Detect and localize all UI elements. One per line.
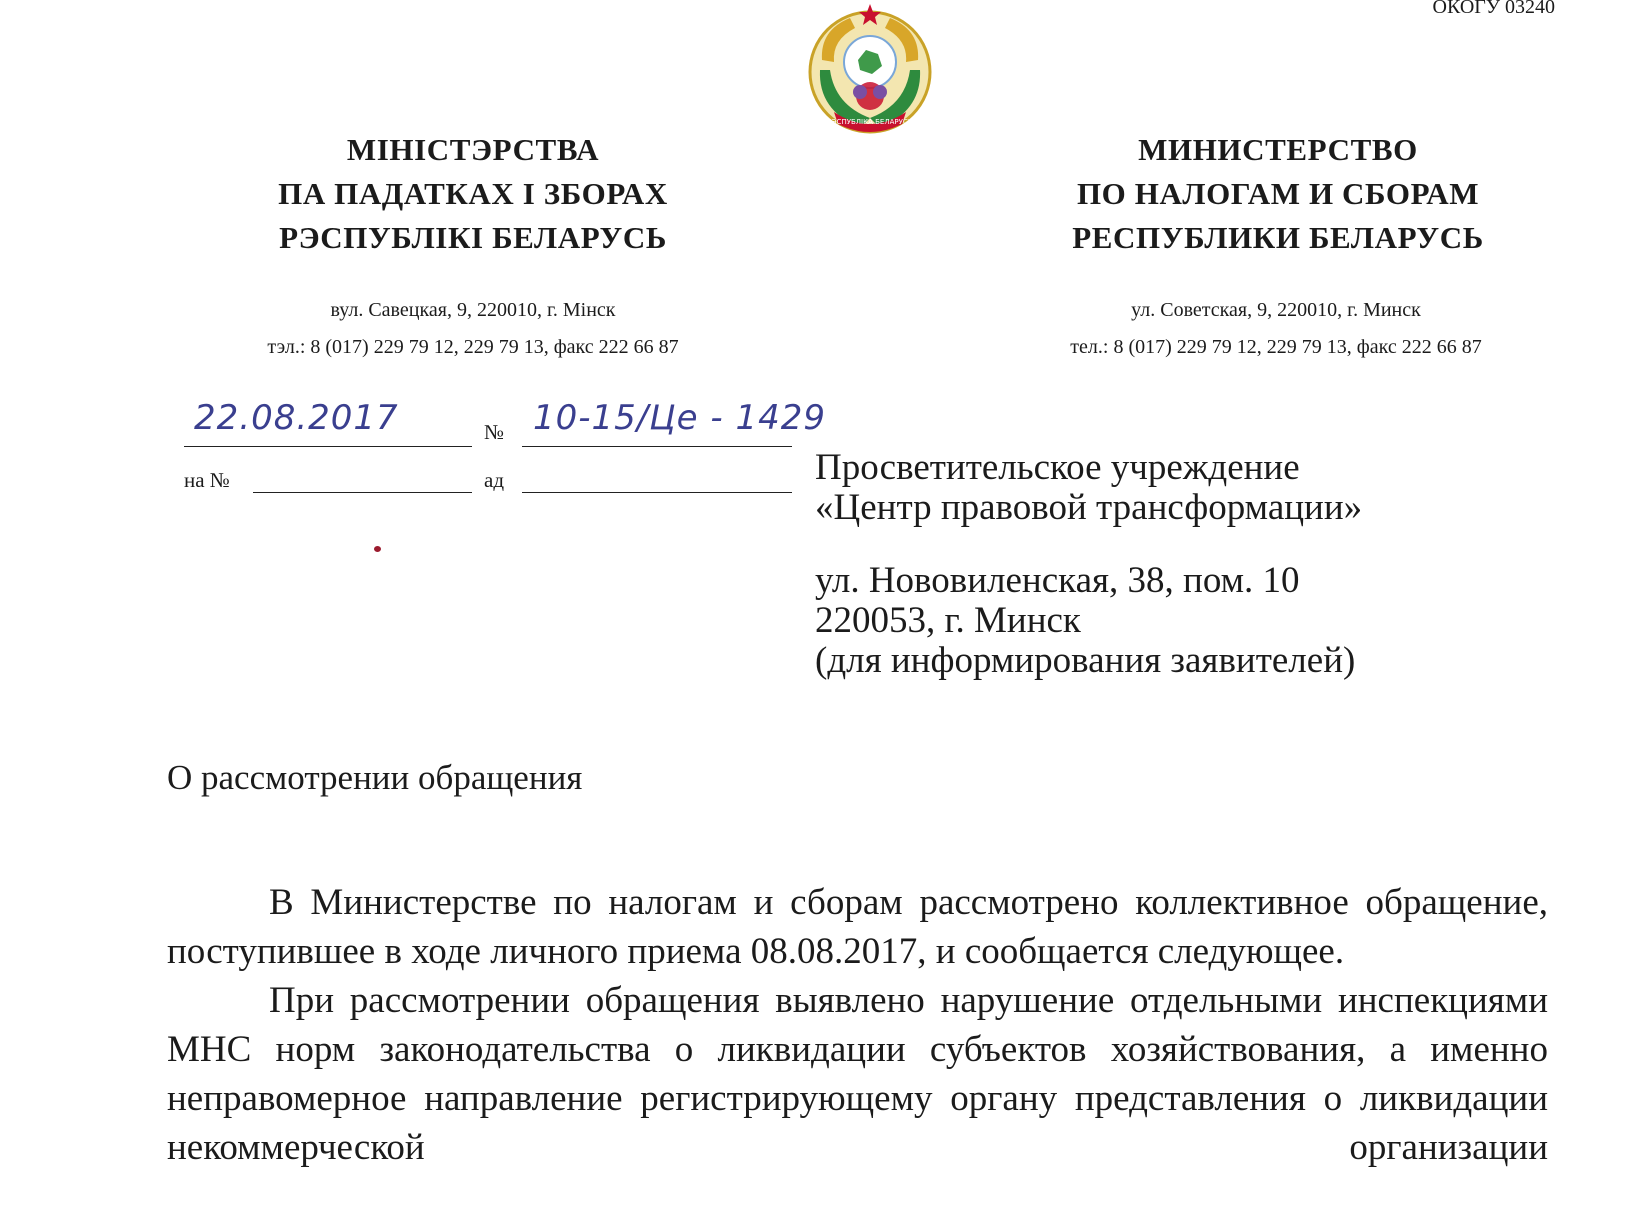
recipient-name-line-2: «Центр правовой трансформации»	[815, 487, 1363, 528]
svg-text:РЭСПУБЛІКА БЕЛАРУСЬ: РЭСПУБЛІКА БЕЛАРУСЬ	[827, 118, 913, 126]
ref-label: на №	[184, 468, 230, 492]
number-label: №	[484, 420, 505, 444]
letter-body	[167, 878, 1548, 1172]
letter-subject: О рассмотрении обращения	[167, 758, 583, 797]
address-ru-phone: тел.: 8 (017) 229 79 12, 229 79 13, факс 222 66 87	[1070, 336, 1482, 358]
header-by-line-3: РЭСПУБЛІКІ БЕЛАРУСЬ	[279, 220, 667, 255]
address-russian	[966, 292, 1586, 366]
from-label: ад	[484, 468, 505, 492]
outgoing-date: 22.08.2017	[194, 398, 399, 438]
address-by-street: вул. Савецкая, 9, 220010, г. Мінск	[330, 299, 616, 321]
header-ru-line-3: РЕСПУБЛИКИ БЕЛАРУСЬ	[1072, 220, 1484, 255]
address-belarusian	[163, 292, 783, 366]
ink-spot	[374, 546, 381, 552]
paragraph-2: При рассмотрении обращения выявлено нарушение отдельными инспекциями МНС норм законодательства о ликвидации субъектов хозяйствования, а именно неправомерное направление регистрирующему органу представления о ликвидации некоммерческой организации	[167, 980, 1548, 1168]
okogu-code: ОКОГУ 03240	[1432, 0, 1555, 18]
header-by-line-2: ПА ПАДАТКАХ І ЗБОРАХ	[278, 176, 668, 211]
from-line	[522, 492, 792, 493]
paragraph-1: В Министерстве по налогам и сборам рассмотрено коллективное обращение, поступившее в ходе личного приема 08.08.2017, и сообщается следующее.	[167, 882, 1548, 972]
header-belarusian	[213, 128, 733, 260]
recipient-address-line-2: 220053, г. Минск	[815, 600, 1081, 641]
address-ru-street: ул. Советская, 9, 220010, г. Минск	[1131, 299, 1421, 321]
header-by-line-1: МІНІСТЭРСТВА	[346, 132, 600, 167]
recipient-address-line-1: ул. Нововиленская, 38, пом. 10	[815, 560, 1300, 601]
outgoing-number: 10-15/Це - 1429	[533, 398, 826, 438]
ref-line	[253, 492, 472, 493]
header-ru-line-1: МИНИСТЕРСТВО	[1138, 132, 1418, 167]
recipient-address-line-3: (для информирования заявителей)	[815, 640, 1356, 681]
recipient-name-line-1: Просветительское учреждение	[815, 447, 1300, 488]
date-line	[184, 446, 472, 447]
header-russian	[1018, 128, 1538, 260]
number-line	[522, 446, 792, 447]
recipient-block	[815, 448, 1362, 681]
state-emblem-icon	[800, 0, 940, 140]
address-by-phone: тэл.: 8 (017) 229 79 12, 229 79 13, факс 222 66 87	[267, 336, 679, 358]
header-ru-line-2: ПО НАЛОГАМ И СБОРАМ	[1076, 176, 1480, 211]
